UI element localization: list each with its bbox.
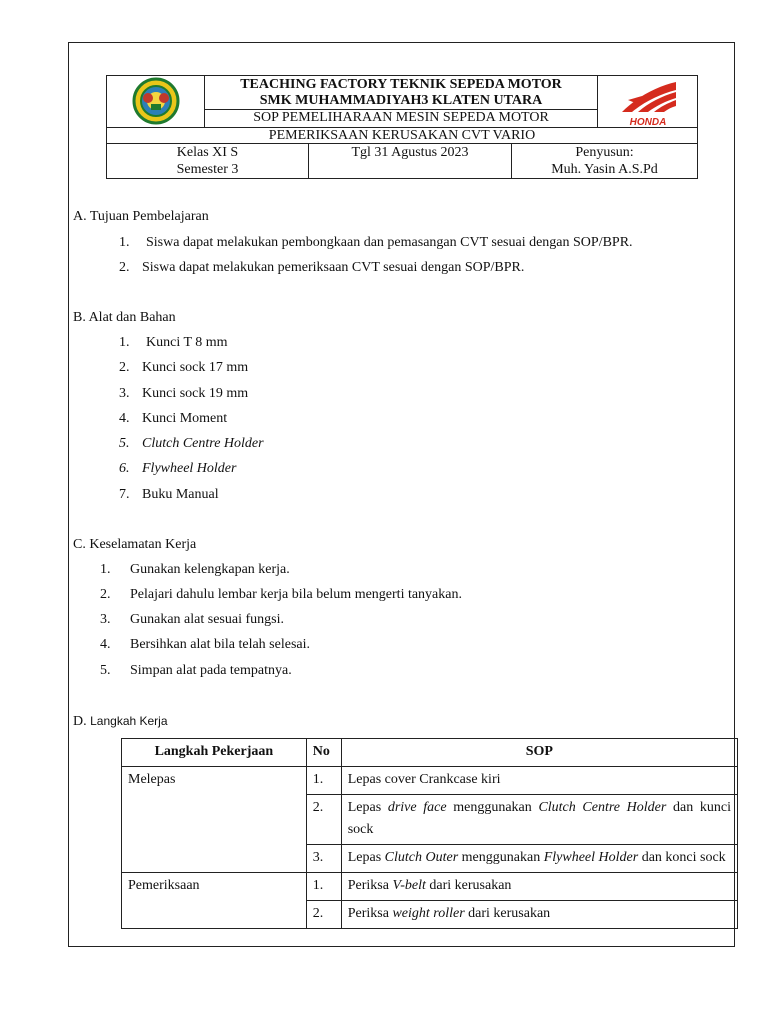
- header-date-cell: [309, 144, 512, 178]
- steps-table-body: [122, 767, 738, 929]
- list-item-number: 2.: [119, 360, 130, 375]
- school-logo: [107, 76, 205, 127]
- list-item-text: Clutch Centre Holder: [142, 436, 264, 451]
- section-b-heading: B. Alat dan Bahan: [73, 310, 176, 325]
- list-item-number: 1.: [119, 335, 130, 350]
- list-item-number: 3.: [100, 612, 111, 627]
- cell-no: 1.: [306, 873, 341, 901]
- cell-no: 2.: [306, 901, 341, 929]
- list-item: [100, 586, 462, 604]
- header-author-cell: [512, 144, 697, 178]
- header-class-cell: [107, 144, 309, 178]
- sop-text: Lepas: [347, 850, 385, 865]
- header-title: [205, 76, 597, 110]
- list-item-text: Kunci sock 19 mm: [142, 386, 249, 401]
- header-penyusun-name: Muh. Yasin A.S.Pd: [551, 162, 658, 177]
- list-item-number: 4.: [100, 637, 111, 652]
- list-item: [119, 486, 219, 504]
- sop-text: Flywheel Holder: [543, 850, 639, 865]
- honda-wing-icon: [598, 76, 698, 127]
- list-item-number: 1.: [119, 235, 130, 250]
- honda-logo: [597, 76, 697, 127]
- header-title-line1: TEACHING FACTORY TEKNIK SEPEDA MOTOR: [240, 77, 562, 92]
- cell-no: 1.: [306, 767, 341, 795]
- sop-text: Lepas cover Crankcase kiri: [347, 772, 501, 787]
- section-c-heading: C. Keselamatan Kerja: [73, 537, 197, 552]
- list-item-text: Gunakan alat sesuai fungsi.: [130, 612, 284, 627]
- cell-sop: [341, 767, 737, 795]
- sop-text: dari kerusakan: [464, 906, 551, 921]
- list-item: [100, 662, 292, 680]
- sop-text: weight roller: [392, 906, 465, 921]
- list-item: [119, 410, 228, 428]
- list-item-text: Pelajari dahulu lembar kerja bila belum mengerti tanyakan.: [130, 587, 462, 602]
- list-item-number: 4.: [119, 411, 130, 426]
- list-item: [119, 334, 228, 352]
- cell-sop: [341, 873, 737, 901]
- section-d-letter: D.: [73, 714, 87, 729]
- list-item: [119, 385, 249, 403]
- cell-sop: [341, 845, 737, 873]
- list-item-text: Kunci Moment: [142, 411, 228, 426]
- cell-no: 3.: [306, 845, 341, 873]
- sop-text: Clutch Outer: [384, 850, 459, 865]
- list-item-text: Kunci T 8 mm: [146, 335, 228, 350]
- sop-text: menggunakan: [458, 850, 544, 865]
- sop-text: menggunakan: [446, 800, 539, 815]
- list-item-text: Simpan alat pada tempatnya.: [130, 663, 292, 678]
- header-tanggal: Tgl 31 Agustus 2023: [351, 145, 469, 160]
- sop-text: Periksa: [347, 906, 393, 921]
- school-logo-icon: [107, 76, 205, 127]
- list-item-number: 2.: [119, 260, 130, 275]
- honda-logo-text: HONDA: [629, 117, 667, 127]
- header-sop-line: SOP PEMELIHARAAN MESIN SEPEDA MOTOR: [253, 110, 549, 125]
- list-item-text: Kunci sock 17 mm: [142, 360, 249, 375]
- table-row: [122, 767, 738, 795]
- table-header-row: [122, 739, 738, 767]
- list-item: [119, 259, 525, 277]
- list-item: [100, 636, 310, 654]
- sop-text: drive face: [387, 800, 447, 815]
- list-item-number: 5.: [100, 663, 111, 678]
- list-item-number: 1.: [100, 562, 111, 577]
- col-header-langkah: Langkah Pekerjaan: [122, 739, 307, 767]
- cell-langkah: Melepas: [122, 767, 307, 873]
- list-item: [119, 435, 264, 453]
- sop-text: dan kunci sock: [347, 800, 731, 837]
- sop-text: dari kerusakan: [425, 878, 512, 893]
- list-item-number: 3.: [119, 386, 130, 401]
- section-d-heading: [73, 712, 168, 731]
- header-semester: Semester 3: [176, 162, 239, 177]
- list-item: [100, 561, 290, 579]
- sop-text: Lepas: [347, 800, 388, 815]
- table-row: [122, 873, 738, 901]
- list-item-text: Bersihkan alat bila telah selesai.: [130, 637, 310, 652]
- section-a-heading: A. Tujuan Pembelajaran: [73, 209, 209, 224]
- header-kelas: Kelas XI S: [176, 145, 239, 160]
- list-item-number: 6.: [119, 461, 130, 476]
- list-item-text: Buku Manual: [142, 487, 219, 502]
- cell-sop: [341, 901, 737, 929]
- col-header-no: No: [306, 739, 341, 767]
- list-item-number: 5.: [119, 436, 130, 451]
- sop-text: dan konci sock: [638, 850, 726, 865]
- list-item-text: Flywheel Holder: [142, 461, 237, 476]
- list-item-text: Siswa dapat melakukan pembongkaan dan pemasangan CVT sesuai dengan SOP/BPR.: [146, 235, 633, 250]
- list-item-text: Gunakan kelengkapan kerja.: [130, 562, 290, 577]
- list-item: [119, 460, 237, 478]
- header-title-line2: SMK MUHAMMADIYAH3 KLATEN UTARA: [259, 93, 543, 108]
- header-penyusun-label: Penyusun:: [575, 145, 634, 160]
- list-item-number: 2.: [100, 587, 111, 602]
- list-item-number: 7.: [119, 487, 130, 502]
- cell-langkah: Pemeriksaan: [122, 873, 307, 929]
- col-header-sop: SOP: [341, 739, 737, 767]
- list-item: [100, 611, 284, 629]
- steps-table: [121, 738, 738, 929]
- list-item-text: Siswa dapat melakukan pemeriksaan CVT sesuai dengan SOP/BPR.: [142, 260, 525, 275]
- document-header: [106, 75, 698, 179]
- sop-text: Periksa: [347, 878, 393, 893]
- cell-no: 2.: [306, 795, 341, 845]
- cell-sop: [341, 795, 737, 845]
- sop-text: Clutch Centre Holder: [538, 800, 667, 815]
- list-item: [119, 234, 633, 252]
- sop-text: V-belt: [392, 878, 426, 893]
- list-item: [119, 359, 249, 377]
- section-d-title: Langkah Kerja: [90, 714, 168, 728]
- header-topic: PEMERIKSAAN KERUSAKAN CVT VARIO: [107, 127, 697, 144]
